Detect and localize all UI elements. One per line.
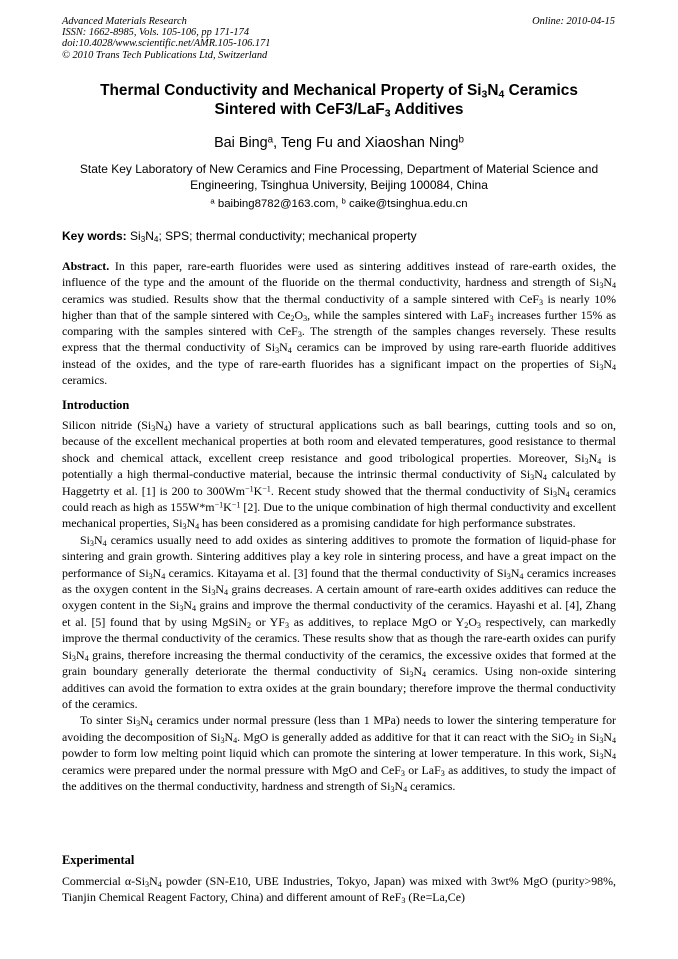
journal-name: Advanced Materials Research xyxy=(62,16,187,27)
copyright-line: © 2010 Trans Tech Publications Ltd, Switzerland xyxy=(62,49,268,61)
doi-line: doi:10.4028/www.scientific.net/AMR.105-106.171 xyxy=(62,38,271,50)
keywords xyxy=(62,229,616,244)
issn-line: ISSN: 1662-8985, Vols. 105-106, pp 171-174 xyxy=(62,27,250,39)
intro-paragraph-2: $Si_3N_4$ ceramics usually need to add oxides as sintering additives to promote the formation of liquid-phase for sintering and grain growth. Sintering additives play a key role in sintering process, and have a great impact on the performance of $Si_3N_4$ ceramics. Kitayama et al. [3] found that the thermal conductivity of $Si_3N_4$ ceramics increases as the oxygen content in the $Si_3N_4$ grains decreases. A certain amount of rare-earth oxides additives can reduce the oxygen content in the $Si_3N_4$ grains and improve the thermal conductivity of the ceramics. Hayashi et al. [4], Zhang et al. [5] found that by using MgSiN$_2$ or $YF_3$ as additives, to replace MgO or $Y_2O_3$ respectively, can markedly improve the thermal conductivity of the ceramics. These results show that as though the rare-earth oxides can purify $Si_3N_4$ grains, therefore increasing the thermal conductivity of the ceramics, the excessive oxides that formed at the grain boundary generally deteriorate the thermal conductivity of $Si_3N_4$ ceramics. Using non-oxide sintering additives can avoid the formation to extra oxides at the grain boundary; therefore improve the thermal conductivity of the ceramics. xyxy=(62,532,617,711)
abstract-text: In this paper, rare-earth fluorides were used as sintering additives instead of rare-earth oxides, the influence of the type and the amount of the fluoride on the thermal conductivity, hardness and strength of $Si_3N_4$ ceramics was studied. Results show that the thermal conductivity of a sample sintered with CeF$_3$ is nearly 10% higher than that of the sample sintered with $Ce_2O_3$, while the samples sintered with LaF$_3$ increases further 15% as comparing with the samples sintered with CeF$_3$. The strength of the samples changes reversely. These results express that the thermal conductivity of $Si_3N_4$ ceramics can be improved by using rare-earth fluoride additives instead of the oxides, and the type of rare-earth fluorides has a significant impact on the properties of $Si_3N_4$ ceramics. xyxy=(62,259,617,388)
experimental-body xyxy=(62,873,616,906)
experimental-paragraph-1: Commercial $\alpha-Si_3N_4$ powder (SN-E10, UBE Industries, Tokyo, Japan) was mixed with 3wt% MgO (purity>98%, Tianjin Chemical Reagent Factory, China) and different amount of ReF$_3$ (Re=La,Ce) xyxy=(62,874,616,906)
title-line-1: Thermal Conductivity and Mechanical Property of $Si_3N_4$ Ceramics xyxy=(100,82,578,101)
intro-paragraph-1: Silicon nitride $(Si_3N_4)$ have a variety of structural applications such as ball bearings, cutting tools and so on, because of the excellent mechanical properties at both room and elevated temperatures, good resistance to thermal shock and chemical attack, excellent creep resistance and good tribological properties. Moreover, $Si_3N_4$ is potentially a high thermal-conductive material, because the intrinsic thermal conductivity of $Si_3N_4$ calculated by Haggetrty et al. [1] is 200 to $300Wm^{-1}K^{-1}$. Recent study showed that the thermal conductivity of $Si_3N_4$ ceramics could reach as high as $155W*m^{-1}K^{-1}$ [2]. Due to the unique combination of high thermal conductivity and excellent mechanical properties, $Si_3N_4$ has been considered as a promising candidate for high performance substrates. xyxy=(62,418,616,532)
intro-paragraph-3: To sinter $Si_3N_4$ ceramics under normal pressure (less than 1 MPa) needs to lower the sintering temperature for avoiding the decomposition of $Si_3N_4$. MgO is generally added as additive for that it can react with the SiO$_2$ in $Si_3N_4$ powder to form low melting point liquid which can promote the sintering at lower temperature. In this work, $Si_3N_4$ ceramics were prepared under the normal pressure with MgO and CeF$_3$ or LaF$_3$ as additives, to study the impact of the additives on the thermal conductivity, hardness and strength of $Si_3N_4$ ceramics. xyxy=(62,713,616,794)
keywords-text: $Si_3N_4$; SPS; thermal conductivity; mechanical property xyxy=(130,229,417,245)
paper-title xyxy=(40,81,638,119)
online-date: Online: 2010-04-15 xyxy=(532,16,615,27)
journal-header xyxy=(62,16,270,61)
introduction-body xyxy=(62,417,616,794)
experimental-heading: Experimental xyxy=(62,853,135,867)
affiliation: State Key Laboratory of New Ceramics and Fine Processing, Department of Material Science and Engineering, Tsinghua University, Beijing 100084, China xyxy=(79,162,599,192)
abstract xyxy=(62,258,616,388)
keywords-label: Key words: xyxy=(62,229,127,243)
abstract-label: Abstract. xyxy=(62,259,110,273)
title-line-2: Sintered with CeF3/LaF$_3$ Additives xyxy=(214,101,464,120)
author-emails: $^a$ baibing8782@163.com, $^b$ caike@tsinghua.edu.cn xyxy=(210,196,468,210)
introduction-heading: Introduction xyxy=(62,398,130,412)
author-list: Bai Bing$^a$, Teng Fu and Xiaoshan Ning$^b$ xyxy=(214,134,464,151)
